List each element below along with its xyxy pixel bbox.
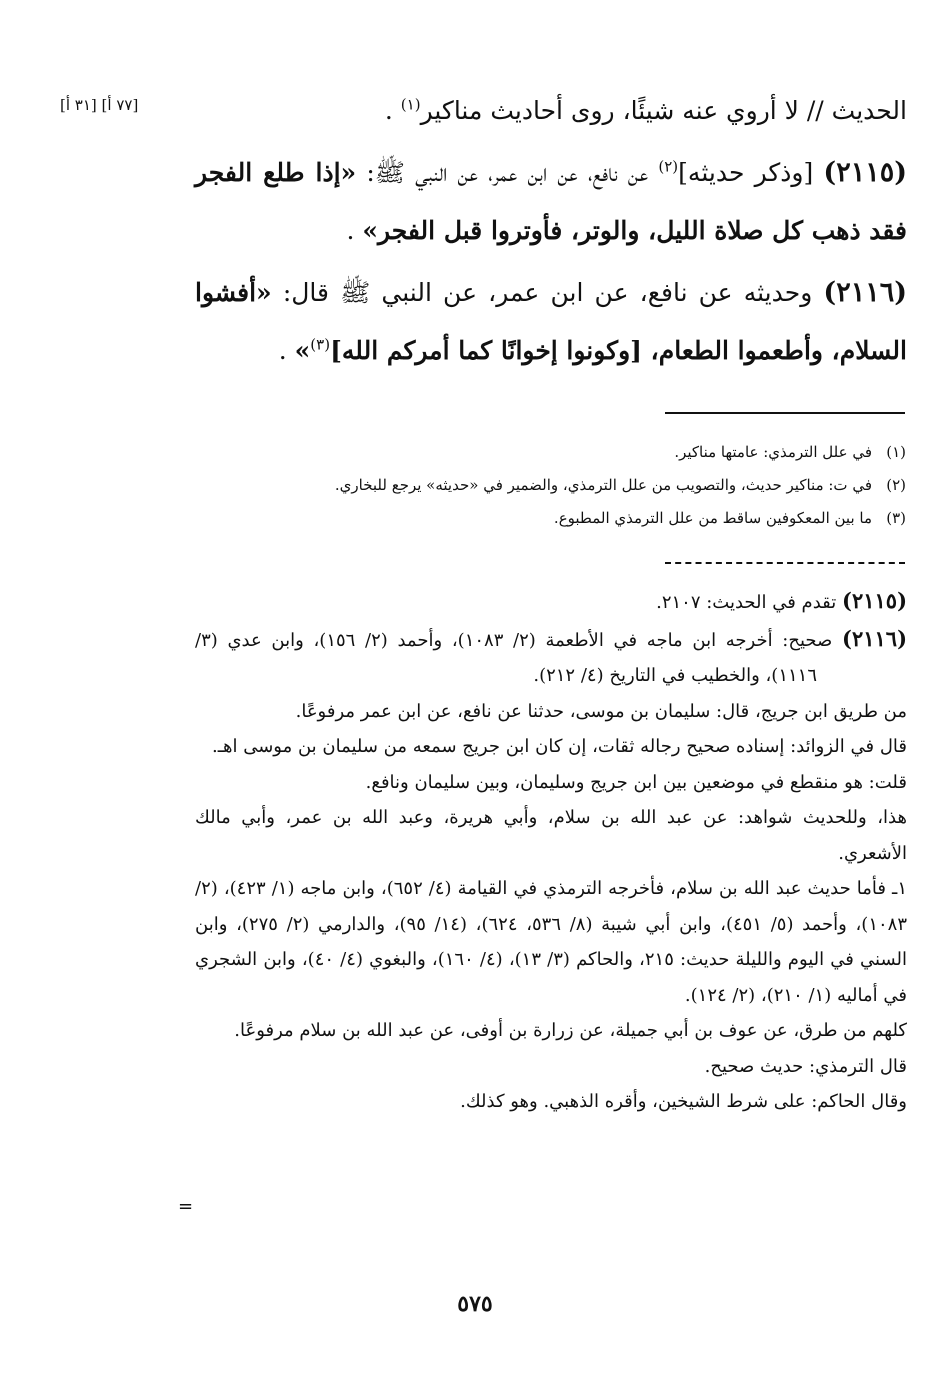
continuation-mark: =	[178, 1196, 194, 1217]
page-number: ٥٧٥	[457, 1291, 493, 1317]
notes-separator	[665, 562, 905, 564]
footnote-text: في علل الترمذي: عامتها مناكير.	[674, 443, 872, 461]
footnote-number: (٣)	[886, 509, 906, 527]
hadith-number: (٢١١٦)	[823, 277, 907, 308]
main-text	[195, 82, 907, 380]
note-line-tariq: من طريق ابن جريج، قال: سليمان بن موسى، حدثنا عن نافع، عن ابن عمر مرفوعًا.	[295, 700, 907, 722]
footnote-separator	[665, 412, 905, 414]
manuscript-folio-reference: [٣١ أ] [٧٧ أ]	[60, 96, 139, 114]
footnote-ref-3[interactable]: (٣)	[310, 335, 331, 354]
footnote-text: ما بين المعكوفين ساقط من علل الترمذي المطبوع.	[553, 509, 872, 527]
footnote-3	[206, 507, 906, 529]
note-line-hakim: وقال الحاكم: على شرط الشيخين، وأقره الذهبي. وهو كذلك.	[460, 1091, 907, 1112]
note-number: (٢١١٦)	[842, 625, 907, 651]
main-paragraph-intro: الحديث // لا أروي عنه شيئًا، روى أحاديث مناكير$^{(١)}$ .	[384, 95, 907, 125]
hadith-text: «أفشوا السلام، وأطعموا الطعام، [وكونوا إخوانًا كما أمركم الله]	[195, 278, 907, 365]
note-2116: (٢١١٦) صحيح: أخرجه ابن ماجه في الأطعمة (٢/ ١٠٨٣)، وأحمد (٢/ ١٥٦)، وابن عدي (٣/ ١١١٦)، والخطيب في التاريخ (٤/ ٢١٢).	[195, 625, 907, 686]
footnote-ref-1[interactable]: (١)	[400, 95, 421, 114]
footnote-2	[206, 474, 906, 496]
hadith-2115: (٢١١٥) [وذكر حديثه]$^{(٢)}$ عن نافع، عن ابن عمر، عن النبي ﷺ: «إذا طلع الفجر فقد ذهب كل صلاة الليل، والوتر، فأوتروا قبل الفجر» .	[195, 157, 907, 245]
takhrij-notes	[195, 583, 907, 1120]
note-2115: (٢١١٥) تقدم في الحديث: ٢١٠٧.	[656, 588, 907, 613]
footnote-number: (٢)	[886, 476, 906, 494]
note-line-tirmidhi: قال الترمذي: حديث صحيح.	[704, 1055, 907, 1077]
hadith-2116: (٢١١٦) وحديثه عن نافع، عن ابن عمر، عن النبي ﷺ قال: «أفشوا السلام، وأطعموا الطعام، [وكونوا إخوانًا كما أمركم الله]$^{(٣)}$» .	[195, 277, 907, 365]
footnote-1	[206, 441, 906, 463]
note-number: (٢١١٥)	[842, 588, 907, 613]
hadith-number: (٢١١٥)	[823, 157, 907, 188]
note-line-shawahid: هذا، وللحديث شواهد: عن عبد الله بن سلام، وأبي هريرة، وعبد الله بن عمر، وأبي مالك الأشعري.	[195, 807, 907, 864]
hadith-text: «إذا طلع الفجر فقد ذهب كل صلاة الليل، والوتر، فأوتروا قبل الفجر»	[195, 158, 907, 245]
note-line-zawaid: قال في الزوائد: إسناده صحيح رجاله ثقات، إن كان ابن جريج سمعه من سليمان بن موسى اهـ.	[211, 736, 907, 757]
note-line-kulluhum: كلهم من طرق، عن عوف بن أبي جميلة، عن زرارة بن أوفى، عن عبد الله بن سلام مرفوعًا.	[234, 1020, 907, 1041]
footnote-ref-2[interactable]: (٢)	[658, 157, 679, 176]
footnote-text: في ت: مناكير حديث، والتصويب من علل الترمذي، والضمير في «حديثه» يرجع للبخاري.	[334, 476, 872, 494]
note-line-one: ١ـ فأما حديث عبد الله بن سلام، فأخرجه الترمذي في القيامة (٤/ ٦٥٢)، وابن ماجه (١/ ٤٢٣)، (٢/ ١٠٨٣)، وأحمد (٥/ ٤٥١)، وابن أبي شيبة (٨/ ٥٣٦، ٦٢٤)، (١٤/ ٩٥)، والدارمي (٢/ ٢٧٥)، وابن السني في اليوم والليلة حديث: ٢١٥، والحاكم (٣/ ١٣)، (٤/ ١٦٠)، والبغوي (٤/ ٤٠)، وابن الشجري في أماليه (١/ ٢١٠)، (٢/ ١٢٤).	[195, 878, 908, 1006]
note-line-qultu: قلت: هو منقطع في موضعين بين ابن جريج وسليمان، وبين سليمان ونافع.	[365, 771, 907, 793]
footnote-number: (١)	[886, 443, 906, 461]
